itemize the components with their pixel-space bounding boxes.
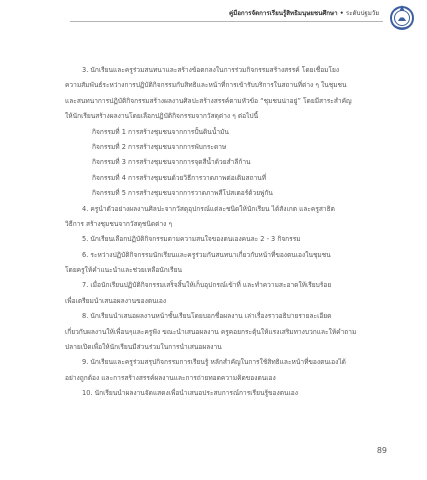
text-line: 10. นักเรียนนำผลงานจัดแสดงเพื่อนำเสนอประสบการณ์การเรียนรู้ของตนเอง bbox=[82, 389, 298, 398]
header-title bbox=[229, 8, 379, 18]
paragraph-9 bbox=[65, 355, 395, 386]
text-line: 5. นักเรียนเลือกปฏิบัติกิจกรรมตามความสนใจของตนเองคนละ 2 - 3 กิจกรรม bbox=[82, 235, 301, 244]
activity-item-2: กิจกรรมที่ 2 การสร้างชุมชนจากการพับกระดาษ bbox=[92, 142, 227, 151]
paragraph-4 bbox=[65, 202, 395, 233]
text-line: 9. นักเรียนและครูร่วมสรุปกิจกรรมการเรียนรู้ หลักสำคัญในการใช้สิทธิและหน้าที่ของตนเองได้ bbox=[82, 358, 346, 367]
text-line: อย่างถูกต้อง และการสร้างสรรค์ผลงานและการถ่ายทอดความคิดของตนเอง bbox=[65, 373, 276, 382]
text-line: วิธีการ สร้างชุมชนจากวัสดุชนิดต่าง ๆ bbox=[65, 219, 173, 228]
activity-item-3: กิจกรรมที่ 3 การสร้างชุมชนจากการจุดสีน้ำด้วยสำลีก้าน bbox=[92, 158, 251, 167]
text-line: เกี่ยวกับผลงานให้เพื่อนๆและครูฟัง ขณะนำเสนอผลงาน ครูคอยกระตุ้นให้แรงเสริมทางบวกและให้คำถาม bbox=[65, 327, 357, 336]
text-line: 7. เมื่อนักเรียนปฏิบัติกิจกรรมเสร็จสิ้นให้เก็บอุปกรณ์เข้าที่ และทำความสะอาดให้เรียบร้อย bbox=[82, 281, 332, 290]
text-line: 6. ระหว่างปฏิบัติกิจกรรมนักเรียนและครูร่วมกันสนทนาเกี่ยวกับหน้าที่ของตนเองในชุมชน bbox=[82, 250, 331, 259]
royal-emblem-icon bbox=[387, 2, 417, 32]
text-line: โดยครูให้คำแนะนำและช่วยเหลือนักเรียน bbox=[65, 266, 182, 275]
paragraph-10 bbox=[65, 386, 395, 401]
text-line: 3. นักเรียนและครูร่วมสนทนาและสร้างข้อตกลงในการร่วมกิจกรรมสร้างสรรค์ โดยเชื่อมโยง bbox=[82, 66, 340, 74]
text-line: ความสัมพันธ์ระหว่างการปฏิบัติกิจกรรมกับสิทธิและหน้าที่การเข้ารับบริการในสถานที่ต่าง ๆ ในชุมชน bbox=[65, 81, 347, 90]
activity-item-1: กิจกรรมที่ 1 การสร้างชุมชนจากการปั้นดินน้ำมัน bbox=[92, 127, 229, 136]
header-book-title: คู่มือการจัดการเรียนรู้สิทธิมนุษยชนศึกษา bbox=[229, 10, 338, 17]
paragraph-8 bbox=[65, 309, 395, 355]
header-rule bbox=[70, 21, 383, 22]
activity-item-5: กิจกรรมที่ 5 การสร้างชุมชนจากการวาดภาพสีโปสเตอร์ด้วยพู่กัน bbox=[92, 189, 273, 198]
page-number: 89 bbox=[376, 446, 387, 455]
page-header bbox=[0, 0, 427, 38]
paragraph-3 bbox=[65, 63, 395, 125]
paragraph-5 bbox=[65, 232, 395, 247]
paragraph-6 bbox=[65, 248, 395, 279]
text-line: 4. ครูนำตัวอย่างผลงานศิลปะจากวัสดุอุปกรณ์แต่ละชนิดให้นักเรียน ได้สังเกต และครูสาธิต bbox=[82, 204, 335, 213]
content-body bbox=[65, 63, 395, 402]
text-line: 8. นักเรียนนำเสนอผลงานหน้าชั้นเรียนโดยบอกชื่อผลงาน เล่าเรื่องราวอธิบายรายละเอียด bbox=[82, 312, 332, 321]
activity-list bbox=[65, 125, 395, 202]
text-line: ให้นักเรียนสร้างผลงานโดยเลือกปฏิบัติกิจกรรมจากวัสดุต่าง ๆ ต่อไปนี้ bbox=[65, 112, 259, 121]
activity-item-4: กิจกรรมที่ 4 การสร้างชุมชนด้วยวิธีการวาดภาพต่อเติมสถานที่ bbox=[92, 173, 267, 182]
text-line: ปลายเปิดเพื่อให้นักเรียนมีส่วนร่วมในการนำเสนอผลงาน bbox=[65, 343, 222, 352]
text-line: เพื่อเตรียมนำเสนอผลงานของตนเอง bbox=[65, 296, 167, 305]
text-line: และสนทนาการปฏิบัติกิจกรรมสร้างผลงานศิลปะสร้างสรรค์ตามหัวข้อ “ชุมชนน่าอยู่” โดยมีสาระสำคัญ bbox=[65, 96, 352, 105]
header-subtitle: ระดับปฐมวัย bbox=[345, 10, 379, 17]
paragraph-7 bbox=[65, 278, 395, 309]
header-separator: • bbox=[339, 10, 344, 17]
